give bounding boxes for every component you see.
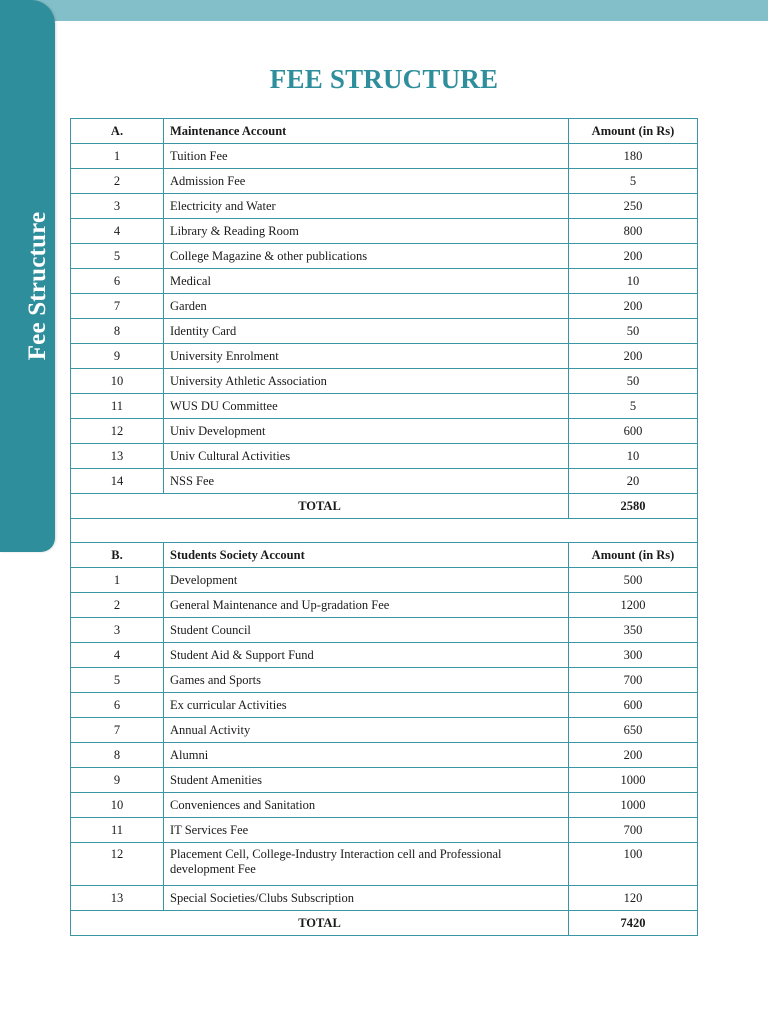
row-amount: 600 [569, 419, 698, 444]
row-item: Student Council [164, 618, 569, 643]
table-row [71, 294, 698, 319]
row-number: 5 [71, 244, 164, 269]
row-item: Univ Development [164, 419, 569, 444]
table-row [71, 169, 698, 194]
table-row [71, 269, 698, 294]
row-item: Alumni [164, 743, 569, 768]
section-a-heading: Maintenance Account [164, 119, 569, 144]
row-item: University Athletic Association [164, 369, 569, 394]
row-amount: 10 [569, 444, 698, 469]
section-a-total [71, 494, 698, 543]
row-number: 3 [71, 618, 164, 643]
section-a-total-row [71, 494, 698, 519]
table-row [71, 643, 698, 668]
row-item: Garden [164, 294, 569, 319]
row-item: General Maintenance and Up-gradation Fee [164, 593, 569, 618]
table-row [71, 843, 698, 886]
row-amount: 700 [569, 818, 698, 843]
row-amount: 50 [569, 369, 698, 394]
row-item: NSS Fee [164, 469, 569, 494]
table-row [71, 344, 698, 369]
section-b-heading: Students Society Account [164, 543, 569, 568]
section-a-code: A. [71, 119, 164, 144]
section-spacer-cell [71, 519, 698, 543]
section-b-amount-heading: Amount (in Rs) [569, 543, 698, 568]
table-row [71, 244, 698, 269]
row-number: 8 [71, 319, 164, 344]
fee-table [70, 118, 698, 936]
row-number: 1 [71, 144, 164, 169]
row-number: 12 [71, 843, 164, 886]
row-item: Student Amenities [164, 768, 569, 793]
row-amount: 600 [569, 693, 698, 718]
row-item: Annual Activity [164, 718, 569, 743]
table-row [71, 444, 698, 469]
row-item: Conveniences and Sanitation [164, 793, 569, 818]
row-number: 6 [71, 269, 164, 294]
side-tab-label: Fee Structure [24, 211, 51, 361]
top-accent-bar [0, 0, 768, 21]
section-b-header-row [71, 543, 698, 568]
row-amount: 250 [569, 194, 698, 219]
row-number: 7 [71, 718, 164, 743]
section-b-total [71, 911, 698, 936]
row-amount: 20 [569, 469, 698, 494]
row-number: 6 [71, 693, 164, 718]
table-row [71, 319, 698, 344]
section-a-amount-heading: Amount (in Rs) [569, 119, 698, 144]
row-amount: 500 [569, 568, 698, 593]
section-b [71, 543, 698, 911]
row-item: Library & Reading Room [164, 219, 569, 244]
row-amount: 1200 [569, 593, 698, 618]
section-a-total-value: 2580 [569, 494, 698, 519]
table-row [71, 469, 698, 494]
table-row [71, 394, 698, 419]
row-amount: 300 [569, 643, 698, 668]
row-item: Identity Card [164, 319, 569, 344]
row-amount: 200 [569, 344, 698, 369]
table-row [71, 743, 698, 768]
table-row [71, 593, 698, 618]
row-item: WUS DU Committee [164, 394, 569, 419]
table-row [71, 693, 698, 718]
row-number: 11 [71, 818, 164, 843]
section-b-total-label: TOTAL [71, 911, 569, 936]
row-number: 13 [71, 444, 164, 469]
row-number: 8 [71, 743, 164, 768]
row-number: 10 [71, 793, 164, 818]
row-number: 14 [71, 469, 164, 494]
table-row [71, 219, 698, 244]
row-number: 11 [71, 394, 164, 419]
table-row [71, 568, 698, 593]
row-number: 4 [71, 219, 164, 244]
row-amount: 1000 [569, 793, 698, 818]
row-number: 9 [71, 768, 164, 793]
table-row [71, 194, 698, 219]
row-item: Placement Cell, College-Industry Interaction cell and Professional development Fee [164, 843, 569, 886]
row-item: Ex curricular Activities [164, 693, 569, 718]
row-number: 3 [71, 194, 164, 219]
table-row [71, 718, 698, 743]
row-amount: 10 [569, 269, 698, 294]
row-number: 2 [71, 169, 164, 194]
row-item: Electricity and Water [164, 194, 569, 219]
table-row [71, 369, 698, 394]
row-amount: 700 [569, 668, 698, 693]
row-amount: 120 [569, 886, 698, 911]
table-row [71, 818, 698, 843]
row-item: Medical [164, 269, 569, 294]
table-row [71, 618, 698, 643]
row-item: Admission Fee [164, 169, 569, 194]
row-number: 1 [71, 568, 164, 593]
row-amount: 200 [569, 743, 698, 768]
table-row [71, 419, 698, 444]
row-item: Special Societies/Clubs Subscription [164, 886, 569, 911]
row-number: 4 [71, 643, 164, 668]
row-amount: 180 [569, 144, 698, 169]
row-amount: 650 [569, 718, 698, 743]
row-amount: 200 [569, 244, 698, 269]
row-amount: 5 [569, 394, 698, 419]
section-b-total-value: 7420 [569, 911, 698, 936]
row-amount: 50 [569, 319, 698, 344]
section-a-total-label: TOTAL [71, 494, 569, 519]
row-number: 10 [71, 369, 164, 394]
table-row [71, 768, 698, 793]
row-item: IT Services Fee [164, 818, 569, 843]
row-item: Univ Cultural Activities [164, 444, 569, 469]
row-number: 7 [71, 294, 164, 319]
row-number: 12 [71, 419, 164, 444]
section-a [71, 119, 698, 494]
row-item: College Magazine & other publications [164, 244, 569, 269]
row-number: 2 [71, 593, 164, 618]
section-a-header-row [71, 119, 698, 144]
row-amount: 1000 [569, 768, 698, 793]
section-b-total-row [71, 911, 698, 936]
table-row [71, 144, 698, 169]
row-item: Student Aid & Support Fund [164, 643, 569, 668]
row-amount: 200 [569, 294, 698, 319]
row-amount: 800 [569, 219, 698, 244]
row-item: Tuition Fee [164, 144, 569, 169]
section-b-code: B. [71, 543, 164, 568]
section-spacer-row [71, 519, 698, 543]
row-item: Development [164, 568, 569, 593]
row-amount: 5 [569, 169, 698, 194]
page-title: FEE STRUCTURE [269, 64, 499, 94]
row-amount: 350 [569, 618, 698, 643]
row-amount: 100 [569, 843, 698, 886]
row-item: Games and Sports [164, 668, 569, 693]
row-number: 13 [71, 886, 164, 911]
row-item: University Enrolment [164, 344, 569, 369]
table-row [71, 668, 698, 693]
row-number: 9 [71, 344, 164, 369]
table-row [71, 793, 698, 818]
table-row [71, 886, 698, 911]
row-number: 5 [71, 668, 164, 693]
